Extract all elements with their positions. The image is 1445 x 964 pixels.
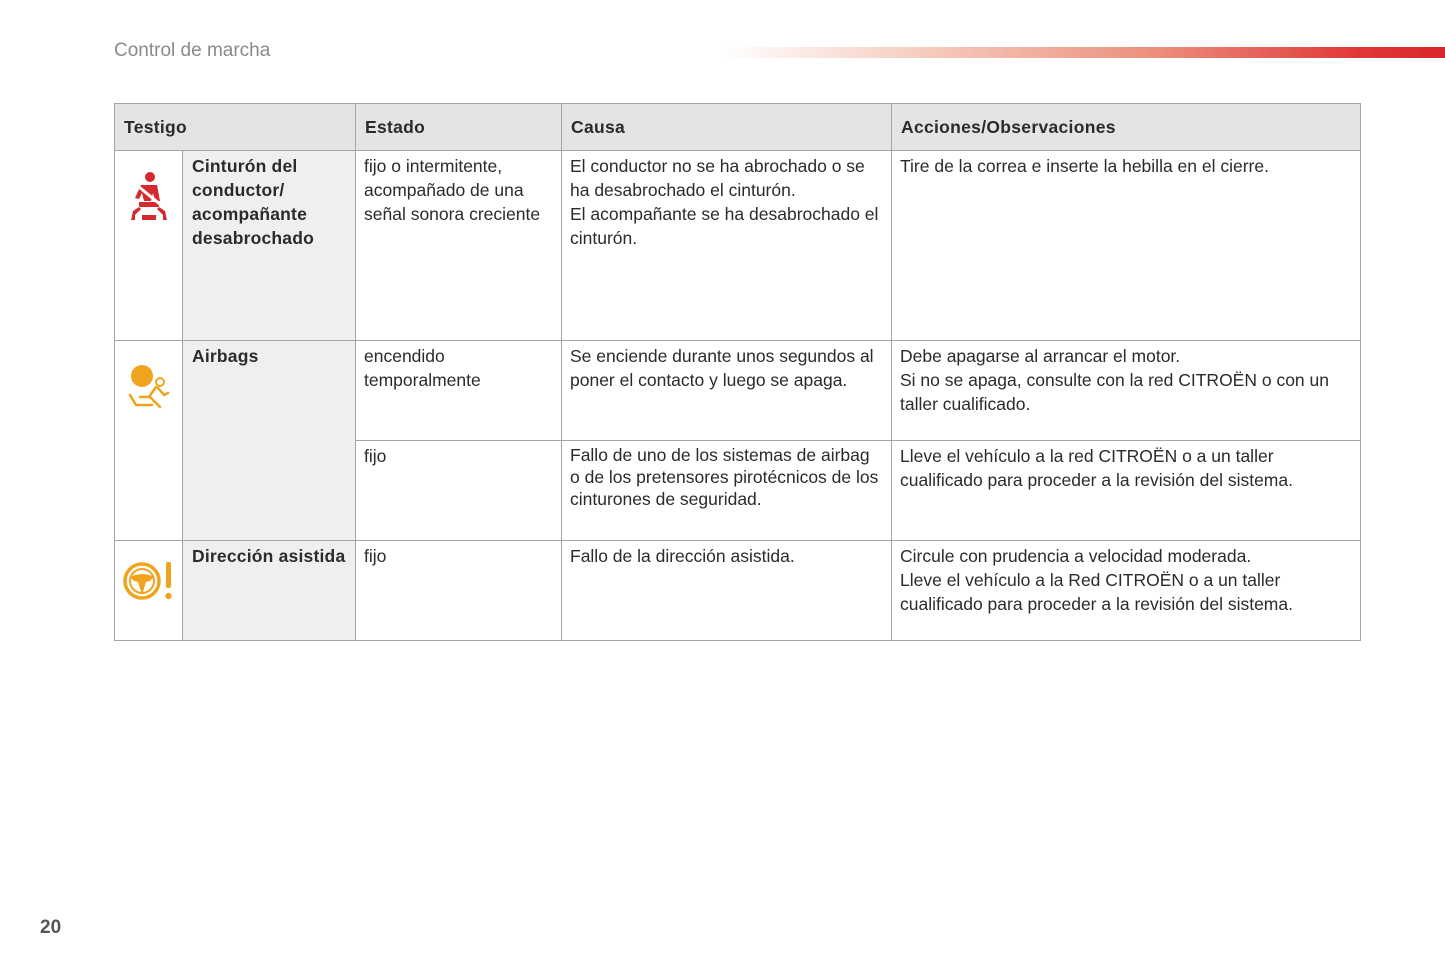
indicator-icon-cell <box>115 341 183 541</box>
column-header-causa: Causa <box>562 104 892 151</box>
acciones-cell <box>892 541 1361 641</box>
column-header-testigo: Testigo <box>115 104 356 151</box>
table-row <box>115 341 1361 441</box>
acciones-text: Debe apagarse al arrancar el motor. <box>900 346 1181 366</box>
causa-cell: Fallo de uno de los sistemas de airbag o de los pretensores pirotécnicos de los cinturones de seguridad. <box>562 441 892 541</box>
warning-lights-table <box>114 103 1361 641</box>
seatbelt-icon <box>127 171 171 221</box>
estado-cell: fijo o intermitente, acompañado de una señal sonora creciente <box>356 151 562 341</box>
causa-cell: Se enciende durante unos segundos al poner el contacto y luego se apaga. <box>562 341 892 441</box>
indicator-name: Cinturón del conductor/ acompañante desabrochado <box>183 151 356 341</box>
page-number: 20 <box>40 917 62 938</box>
table-row <box>115 541 1361 641</box>
column-header-acciones: Acciones/Observaciones <box>892 104 1361 151</box>
indicator-icon-cell <box>115 151 183 341</box>
estado-cell: fijo <box>356 541 562 641</box>
acciones-text: Circule con prudencia a velocidad moderada. <box>900 546 1252 566</box>
causa-cell: Fallo de la dirección asistida. <box>562 541 892 641</box>
airbag-icon <box>126 365 172 409</box>
acciones-cell <box>892 341 1361 441</box>
causa-text: El conductor no se ha abrochado o se ha desabrochado el cinturón. <box>570 156 865 200</box>
estado-cell: encendido temporalmente <box>356 341 562 441</box>
acciones-cell: Tire de la correa e inserte la hebilla en el cierre. <box>892 151 1361 341</box>
indicator-name: Dirección asistida <box>183 541 356 641</box>
acciones-cell: Lleve el vehículo a la red CITROËN o a un taller cualificado para proceder a la revisión del sistema. <box>892 441 1361 541</box>
power-steering-warning-icon <box>122 559 176 603</box>
section-title: Control de marcha <box>114 40 271 61</box>
estado-cell: fijo <box>356 441 562 541</box>
table-header-row <box>115 104 1361 151</box>
table-row <box>115 151 1361 341</box>
causa-cell <box>562 151 892 341</box>
indicator-icon-cell <box>115 541 183 641</box>
indicator-name: Airbags <box>183 341 356 541</box>
column-header-estado: Estado <box>356 104 562 151</box>
acciones-text-2: Si no se apaga, consulte con la red CITROËN o con un taller cualificado. <box>900 370 1329 414</box>
acciones-text-2: Lleve el vehículo a la Red CITROËN o a un taller cualificado para proceder a la revisión del sistema. <box>900 570 1293 614</box>
header-accent-bar <box>720 47 1445 58</box>
causa-text-2: El acompañante se ha desabrochado el cinturón. <box>570 204 879 248</box>
